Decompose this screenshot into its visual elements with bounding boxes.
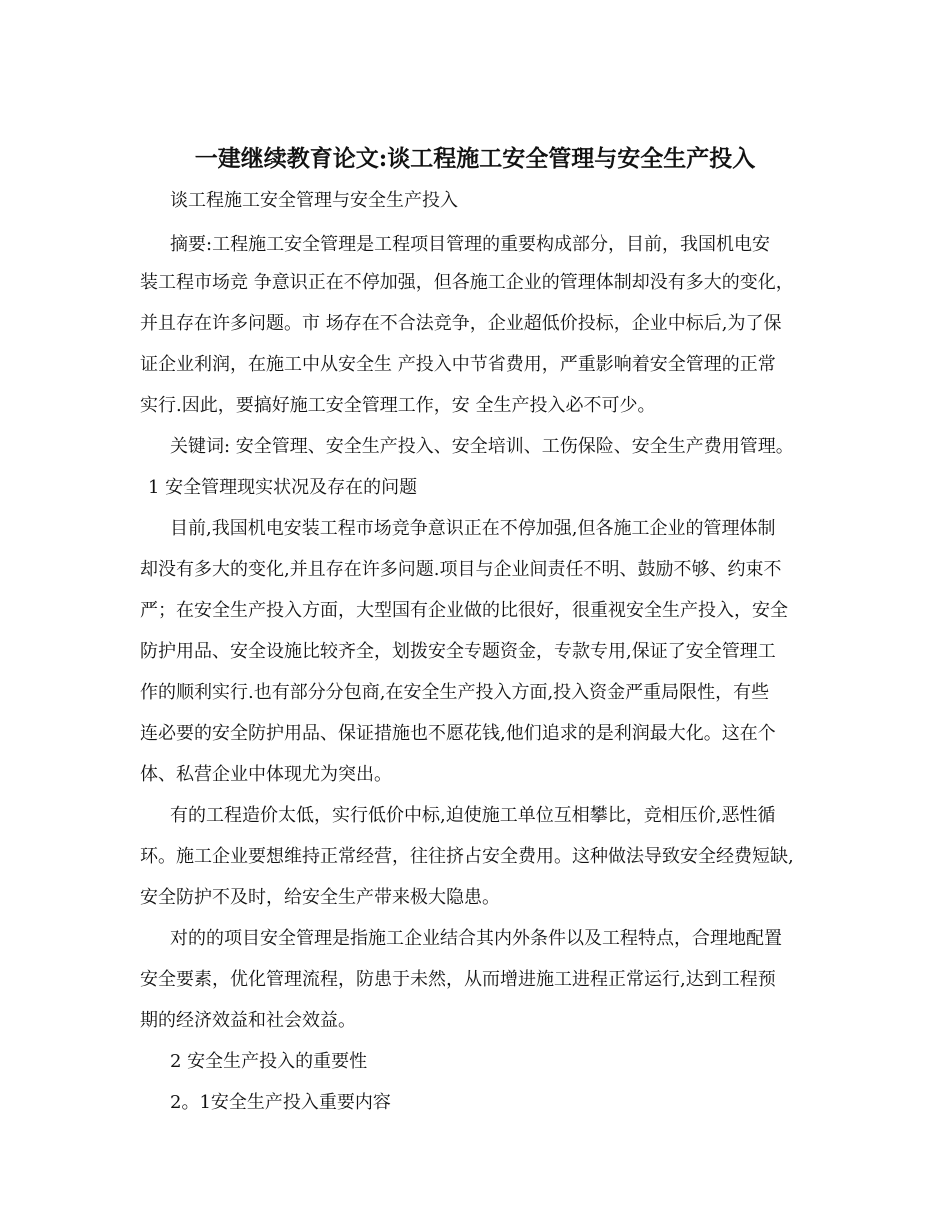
paragraph-line: 环。施工企业要想维持正常经营，往往挤占安全费用。这种做法导致安全经费短缺,: [140, 846, 794, 867]
paragraph-line: 严；在安全生产投入方面，大型国有企业做的比很好，很重视安全生产投入，安全: [140, 600, 788, 621]
abstract-line: 证企业利润，在施工中从安全生 产投入中节省费用，严重影响着安全管理的正常: [140, 354, 776, 375]
abstract-line: 摘要:工程施工安全管理是工程项目管理的重要构成部分，目前，我国机电安: [170, 234, 771, 255]
keywords-line: 关键词: 安全管理、安全生产投入、安全培训、工伤保险、安全生产费用管理。: [170, 436, 794, 457]
paragraph-line: 期的经济效益和社会效益。: [140, 1010, 356, 1031]
paragraph-line: 有的工程造价太低，实行低价中标,迫使施工单位互相攀比，竞相压价,恶性循: [170, 805, 776, 826]
paragraph-line: 体、私营企业中体现尤为突出。: [140, 764, 392, 785]
section-heading: 2 安全生产投入的重要性: [170, 1051, 368, 1072]
abstract-line: 并且存在许多问题。市 场存在不合法竞争，企业超低价投标，企业中标后,为了保: [140, 313, 782, 334]
paragraph-line: 连必要的安全防护用品、保证措施也不愿花钱,他们追求的是利润最大化。这在个: [140, 723, 776, 744]
subtitle-line: 谈工程施工安全管理与安全生产投入: [170, 190, 458, 211]
paragraph-line: 目前,我国机电安装工程市场竞争意识正在不停加强,但各施工企业的管理体制: [170, 518, 776, 539]
paragraph-line: 作的顺利实行.也有部分分包商,在安全生产投入方面,投入资金严重局限性，有些: [140, 682, 770, 703]
abstract-line: 装工程市场竞 争意识正在不停加强，但各施工企业的管理体制却没有多大的变化，: [140, 272, 794, 293]
paragraph-line: 对的的项目安全管理是指施工企业结合其内外条件以及工程特点，合理地配置: [170, 928, 782, 949]
document-title: 一建继续教育论文:谈工程施工安全管理与安全生产投入: [194, 145, 756, 172]
paragraph-line: 却没有多大的变化,并且存在许多问题.项目与企业间责任不明、鼓励不够、约束不: [140, 559, 782, 580]
abstract-line: 实行.因此，要搞好施工安全管理工作，安 全生产投入必不可少。: [140, 395, 656, 416]
paragraph-line: 安全要素，优化管理流程，防患于未然，从而增进施工进程正常运行,达到工程预: [140, 969, 776, 990]
section-heading: 1 安全管理现实状况及存在的问题: [148, 477, 418, 498]
subsection-heading: 2。1安全生产投入重要内容: [170, 1092, 391, 1113]
paragraph-line: 防护用品、安全设施比较齐全，划拨安全专题资金，专款专用,保证了安全管理工: [140, 641, 776, 662]
paragraph-line: 安全防护不及时，给安全生产带来极大隐患。: [140, 887, 500, 908]
